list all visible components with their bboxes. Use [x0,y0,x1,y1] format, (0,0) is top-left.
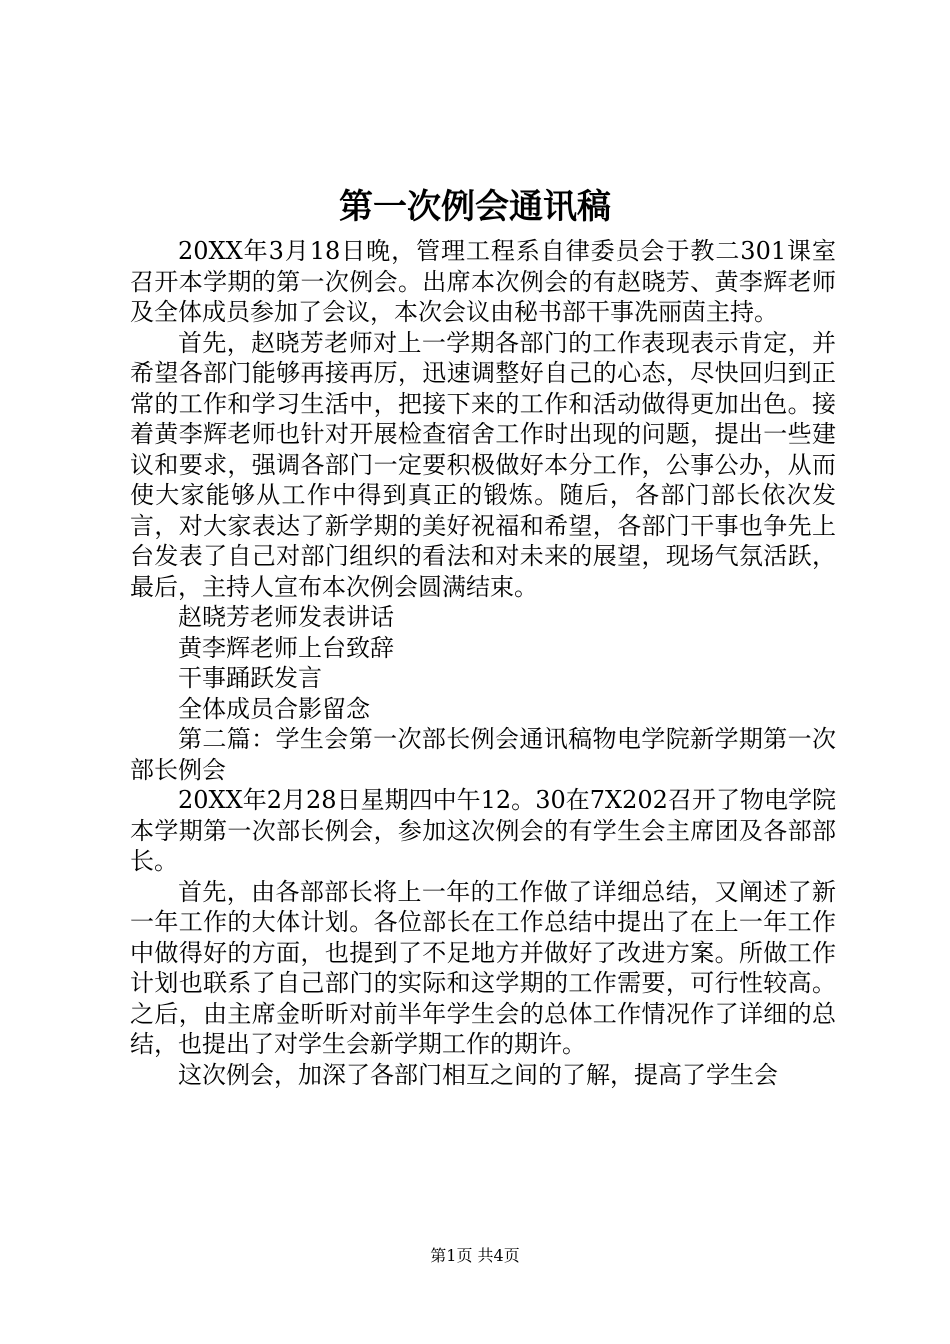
section-heading-second-article: 第二篇：学生会第一次部长例会通讯稿物电学院新学期第一次部长例会 [130,725,836,784]
photo-caption: 黄李辉老师上台致辞 [178,633,394,662]
photo-caption: 全体成员合影留念 [178,694,370,723]
paragraph-meeting-intro: 20XX年3月18日晚，管理工程系自律委员会于教二301课室召开本学期的第一次例会。出席本次例会的有赵晓芳、黄李辉老师及全体成员参加了会议，本次会议由秘书部干事冼丽茵主持。 [130,237,836,326]
paragraph-meeting-details: 首先，赵晓芳老师对上一学期各部门的工作表现表示肯定，并希望各部门能够再接再厉，迅速调整好自己的心态，尽快回归到正常的工作和学习生活中，把接下来的工作和活动做得更加出色。接着黄李辉老师也针对开展检查宿舍工作时出现的问题，提出一些建议和要求，强调各部门一定要积极做好本分工作，公事公办，从而使大家能够从工作中得到真正的锻炼。随后，各部门部长依次发言，对大家表达了新学期的美好祝福和希望，各部门干事也争先上台发表了自己对部门组织的看法和对未来的展望，现场气氛活跃，最后，主持人宣布本次例会圆满结束。 [130,328,836,601]
document-title: 第一次例会通讯稿 [339,187,611,227]
paragraph-second-conclusion: 这次例会，加深了各部门相互之间的了解，提高了学生会 [178,1060,778,1089]
page-number: 第1页 共4页 [430,1246,520,1265]
document-body [130,236,836,1090]
paragraph-second-intro: 20XX年2月28日星期四中午12。30在7X202召开了物电学院本学期第一次部长例会，参加这次例会的有学生会主席团及各部部长。 [130,786,836,875]
photo-caption: 干事踊跃发言 [178,664,322,692]
photo-caption: 赵晓芳老师发表讲话 [178,603,394,631]
paragraph-second-details: 首先，由各部部长将上一年的工作做了详细总结，又阐述了新一年工作的大体计划。各位部长在工作总结中提出了在上一年工作中做得好的方面，也提到了不足地方并做好了改进方案。所做工作计划也联系了自己部门的实际和这学期的工作需要，可行性较高。之后，由主席金昕昕对前半年学生会的总体工作情况作了详细的总结，也提出了对学生会新学期工作的期许。 [130,877,836,1058]
